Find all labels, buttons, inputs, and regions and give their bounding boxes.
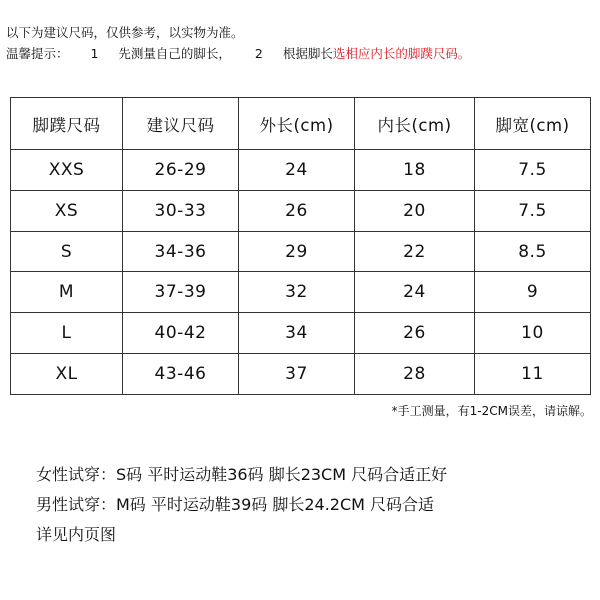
cell-suggested-size: 37-39 (123, 272, 239, 313)
table-row (11, 231, 591, 272)
tips-line (6, 43, 470, 64)
step2-highlight-text: 选相应内长的脚蹼尺码。 (332, 46, 471, 61)
cell-suggested-size: 30-33 (123, 190, 239, 231)
cell-inner-length: 20 (355, 190, 475, 231)
cell-fin-size: M (11, 272, 123, 313)
cell-fin-size: L (11, 313, 123, 354)
step1-number: 1 (90, 46, 99, 61)
step1-text: 先测量自己的脚长， (118, 46, 231, 61)
cell-outer-length: 24 (239, 150, 355, 191)
cell-inner-length: 24 (355, 272, 475, 313)
cell-suggested-size: 34-36 (123, 231, 239, 272)
try-on-notes (36, 460, 447, 550)
table-row (11, 150, 591, 191)
step2-number: 2 (254, 46, 263, 61)
cell-outer-length: 26 (239, 190, 355, 231)
cell-suggested-size: 26-29 (123, 150, 239, 191)
cell-inner-length: 26 (355, 313, 475, 354)
cell-inner-length: 22 (355, 231, 475, 272)
cell-fin-size: XL (11, 354, 123, 395)
step2-text: 根据脚长 (282, 46, 333, 61)
cell-fin-size: S (11, 231, 123, 272)
header-inner-length: 内长(cm) (355, 98, 475, 150)
cell-suggested-size: 40-42 (123, 313, 239, 354)
header-outer-length: 外长(cm) (239, 98, 355, 150)
cell-foot-width: 8.5 (475, 231, 591, 272)
size-notes (6, 22, 470, 64)
table-row (11, 313, 591, 354)
table-row (11, 190, 591, 231)
header-suggested-size: 建议尺码 (123, 98, 239, 150)
cell-foot-width: 7.5 (475, 190, 591, 231)
header-foot-width: 脚宽(cm) (475, 98, 591, 150)
cell-foot-width: 11 (475, 354, 591, 395)
disclaimer-line: 以下为建议尺码，仅供参考，以实物为准。 (6, 25, 244, 40)
header-fin-size: 脚蹼尺码 (11, 98, 123, 150)
cell-fin-size: XXS (11, 150, 123, 191)
cell-foot-width: 9 (475, 272, 591, 313)
cell-fin-size: XS (11, 190, 123, 231)
measurement-footnote: *手工测量，有1-2CM误差，请谅解。 (391, 404, 592, 418)
cell-inner-length: 28 (355, 354, 475, 395)
table-row (11, 272, 591, 313)
cell-outer-length: 34 (239, 313, 355, 354)
cell-outer-length: 29 (239, 231, 355, 272)
cell-foot-width: 7.5 (475, 150, 591, 191)
cell-outer-length: 32 (239, 272, 355, 313)
cell-outer-length: 37 (239, 354, 355, 395)
female-try-on: 女性试穿：S码 平时运动鞋36码 脚长23CM 尺码合适正好 (36, 465, 448, 484)
cell-inner-length: 18 (355, 150, 475, 191)
table-row (11, 354, 591, 395)
cell-foot-width: 10 (475, 313, 591, 354)
details-note: 详见内页图 (36, 525, 117, 544)
table-header-row (11, 98, 591, 150)
tips-label: 温馨提示： (6, 46, 69, 61)
male-try-on: 男性试穿：M码 平时运动鞋39码 脚长24.2CM 尺码合适 (36, 495, 435, 514)
cell-suggested-size: 43-46 (123, 354, 239, 395)
size-chart-table (10, 97, 591, 395)
